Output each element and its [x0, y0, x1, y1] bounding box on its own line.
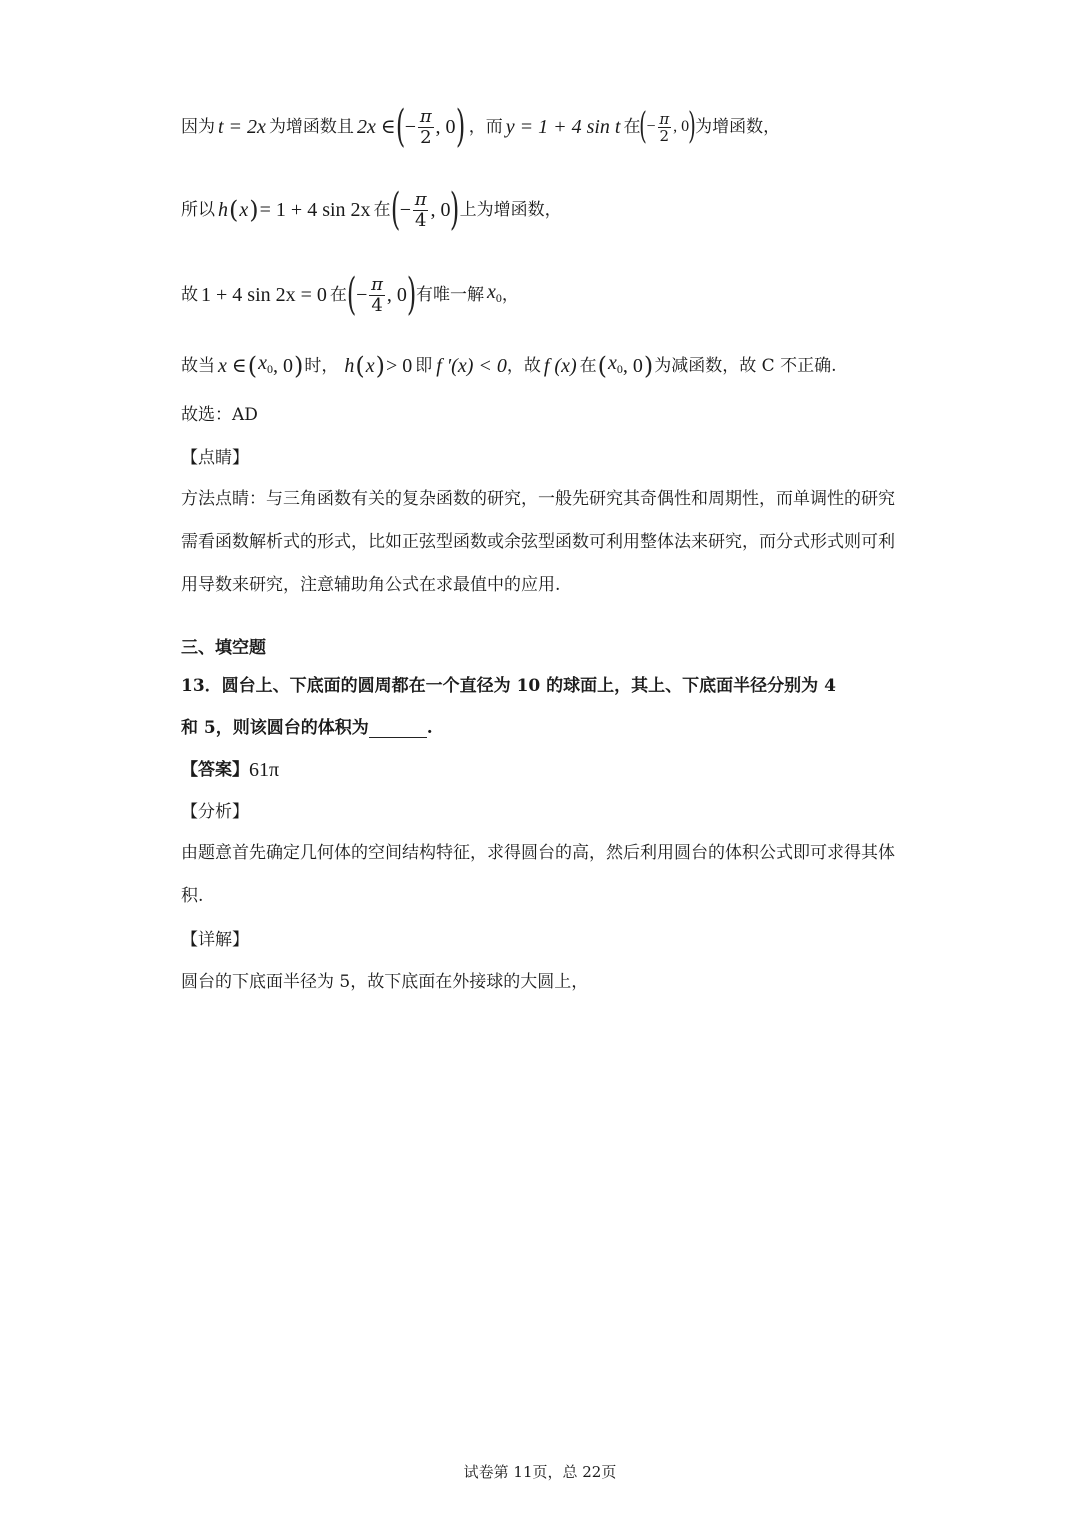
analysis-heading: 【分析】: [181, 802, 249, 822]
text: 上为增函数，: [459, 200, 562, 220]
math: 1 + 4 sin 2x = 0: [201, 284, 327, 306]
fraction: $\frac{\pi}{4}$: [371, 273, 383, 316]
detail-paragraph: 圆台的下底面半径为 5，故下底面在外接球的大圆上，: [181, 972, 589, 992]
right-paren: ): [249, 196, 259, 224]
math: , 0: [622, 355, 643, 377]
text: 所以: [181, 200, 215, 220]
math: $x_0$: [486, 281, 502, 305]
left-paren: (: [597, 352, 608, 380]
left-paren: (: [639, 106, 648, 147]
choice-line: 故选：AD: [181, 405, 258, 425]
math: x ∈: [218, 355, 247, 377]
right-paren: ): [406, 269, 417, 320]
right-paren: ): [455, 101, 465, 152]
text: 即: [415, 356, 433, 376]
line-2: [181, 185, 562, 235]
right-paren: ): [293, 352, 304, 380]
minus: −: [399, 199, 411, 221]
math: = 1 + 4 sin 2x: [259, 199, 371, 221]
text: 时，: [304, 356, 339, 376]
minus: −: [646, 118, 656, 135]
analysis-paragraph: 由题意首先确定几何体的空间结构特征，求得圆台的高，然后利用圆台的体积公式即可求得其体积.: [181, 843, 895, 906]
right-paren: ): [450, 184, 460, 235]
question-13-line-1: 13．圆台上、下底面的圆周都在一个直径为 10 的球面上，其上、下底面半径分别为 4: [181, 676, 836, 696]
line-1: [181, 102, 780, 152]
text: 为减函数，故 C 不正确.: [654, 356, 837, 376]
answer-line: [181, 758, 279, 782]
left-paren: (: [229, 196, 239, 224]
math: f ′(x) < 0: [436, 355, 507, 377]
fraction: $\frac{\pi}{2}$: [659, 109, 670, 145]
text: 为增函数且: [268, 117, 354, 137]
right-paren: ): [375, 352, 385, 380]
text: 为增函数，: [695, 117, 781, 137]
left-paren: (: [390, 184, 400, 235]
math: , 0: [673, 118, 690, 135]
answer-value: 61π: [249, 759, 280, 781]
fraction: $\frac{\pi}{2}$: [419, 105, 432, 148]
question-13-line-2: [181, 716, 433, 740]
math: h: [218, 199, 228, 221]
text: 有唯一解: [415, 285, 484, 305]
right-paren: ): [643, 352, 654, 380]
math: , 0: [435, 116, 456, 138]
text: ，而: [468, 117, 503, 137]
text: 因为: [181, 117, 215, 137]
math: $x_0$: [258, 352, 273, 376]
left-paren: (: [395, 101, 405, 152]
minus: −: [356, 284, 368, 306]
answer-label: 【答案】: [181, 760, 249, 780]
text: 故: [181, 285, 198, 305]
detail-heading: 【详解】: [181, 930, 249, 950]
answer-blank: [369, 719, 427, 738]
math: $x_0$: [608, 352, 623, 376]
left-paren: (: [355, 352, 365, 380]
text: 和 5，则该圆台的体积为: [181, 718, 369, 738]
left-paren: (: [247, 352, 258, 380]
line-4: [181, 352, 837, 380]
text: 在: [623, 117, 641, 137]
tip-heading: 【点睛】: [181, 448, 249, 468]
left-paren: (: [346, 269, 357, 320]
tip-paragraph: 方法点睛：与三角函数有关的复杂函数的研究，一般先研究其奇偶性和周期性，而单调性的研究需看函数解析式的形式，比如正弦型函数或余弦型函数可利用整体法来研究，而分式形式则可利用导数来研究，注意辅助角公式在求最值中的应用.: [181, 489, 895, 595]
text: 故当: [181, 356, 215, 376]
math: , 0: [272, 355, 293, 377]
math: h: [344, 355, 355, 377]
math: t = 2x: [218, 116, 266, 138]
math: x: [365, 355, 375, 377]
section-heading: 三、填空题: [181, 638, 266, 658]
text: ，: [501, 285, 519, 305]
text: ，故: [506, 356, 541, 376]
page-footer: 试卷第 11页，总 22页: [463, 1463, 617, 1481]
math: , 0: [386, 284, 407, 306]
math: 2x ∈: [356, 116, 396, 138]
text: 在: [329, 285, 347, 305]
text: .: [426, 718, 433, 738]
math: > 0: [385, 355, 413, 377]
math: , 0: [430, 199, 451, 221]
math: y = 1 + 4 sin t: [505, 116, 621, 138]
math: f (x): [543, 355, 577, 377]
text: 在: [579, 356, 597, 376]
minus: −: [404, 116, 417, 138]
right-paren: ): [688, 106, 696, 147]
fraction: $\frac{\pi}{4}$: [414, 188, 427, 231]
math: x: [239, 199, 249, 221]
line-3: [181, 270, 519, 320]
text: 在: [373, 200, 391, 220]
